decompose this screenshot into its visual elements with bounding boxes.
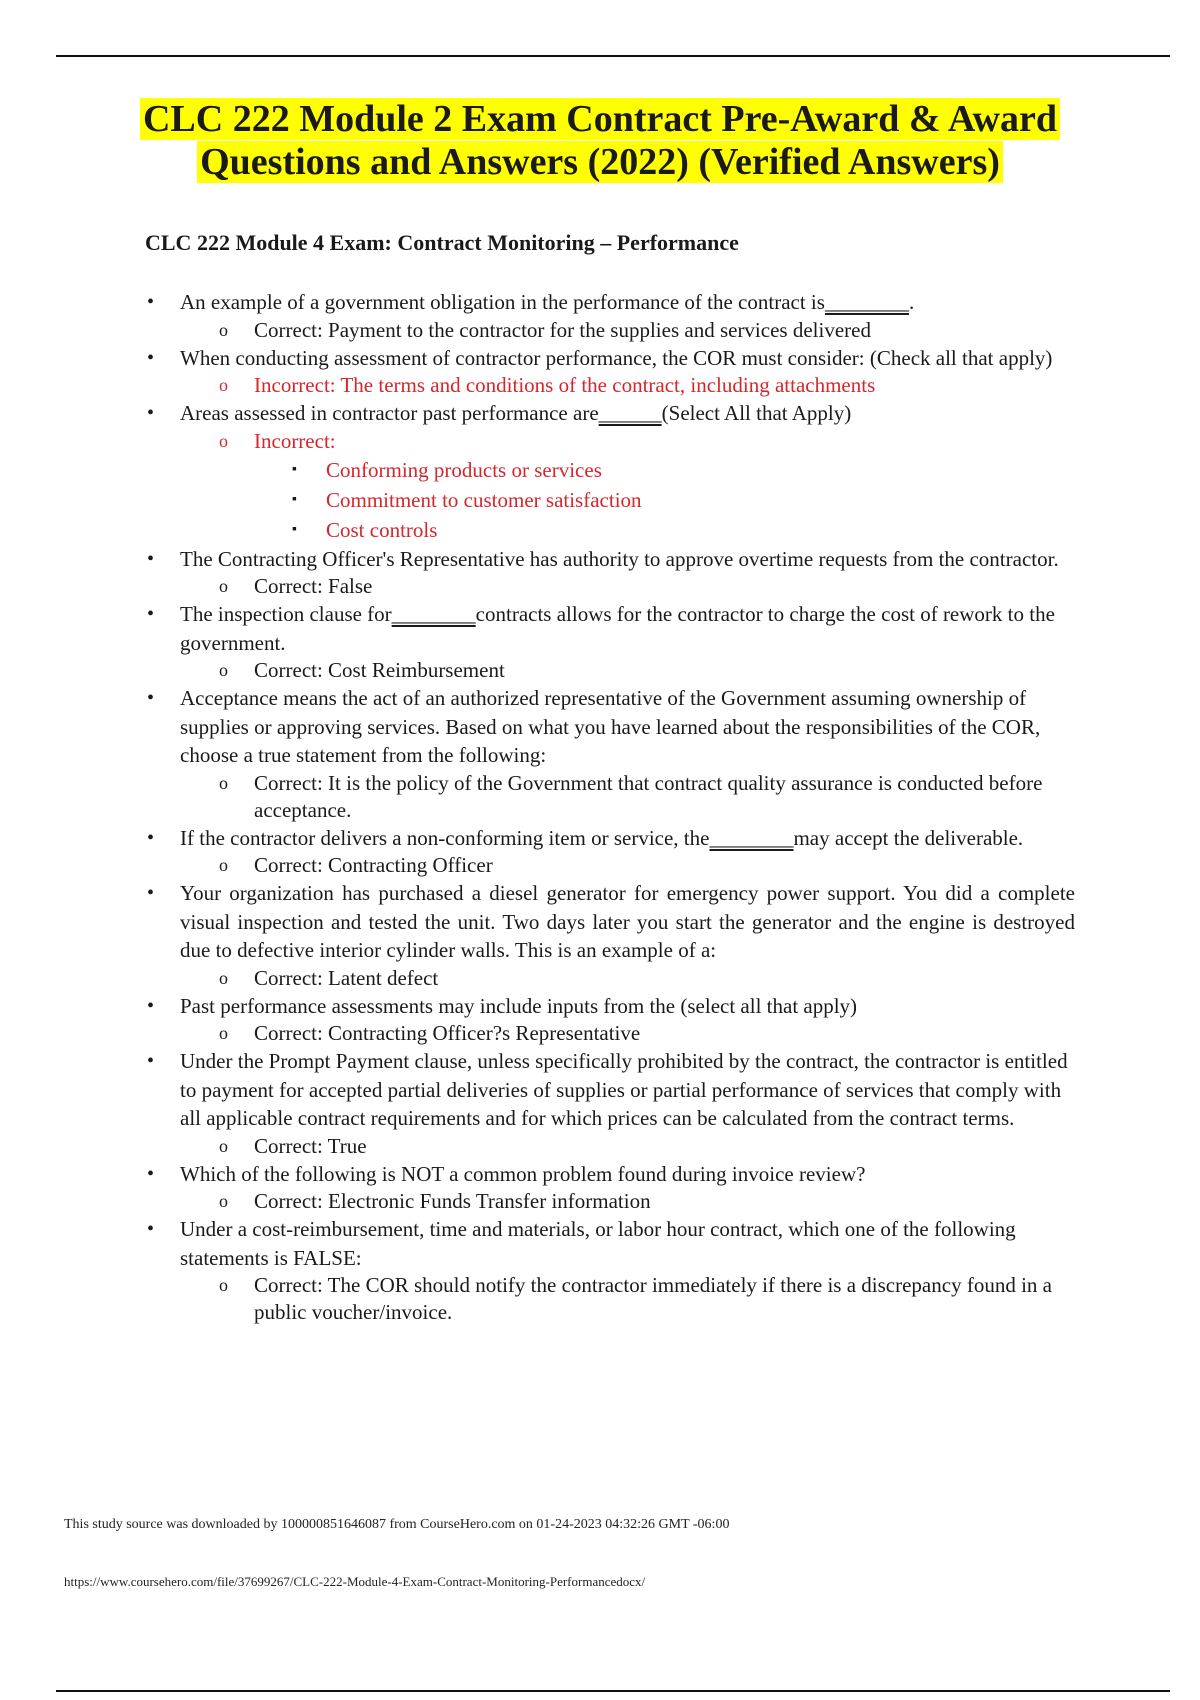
incorrect-option: ▪ Conforming products or services [180, 455, 1075, 485]
answer-correct: o Correct: The COR should notify the contractor immediately if there is a discrepancy found in a public voucher/invoice. [180, 1272, 1075, 1326]
question-item: • The Contracting Officer's Representative has authority to approve overtime requests from the contractor. [180, 545, 1075, 574]
answer-incorrect: o Incorrect: The terms and conditions of the contract, including attachments [180, 372, 1075, 399]
question-item: • The inspection clause for________contracts allows for the contractor to charge the cost of rework to the government. [180, 600, 1075, 657]
answer-correct: o Correct: Latent defect [180, 965, 1075, 992]
answer-correct: o Correct: True [180, 1133, 1075, 1160]
incorrect-option: ▪ Commitment to customer satisfaction [180, 485, 1075, 515]
question-item: • When conducting assessment of contractor performance, the COR must consider: (Check all that apply) [180, 344, 1075, 373]
source-url: https://www.coursehero.com/file/37699267/CLC-222-Module-4-Exam-Contract-Monitoring-Performancedocx/ [64, 1574, 646, 1589]
question-item: • If the contractor delivers a non-conforming item or service, the________may accept the deliverable. [180, 824, 1075, 853]
question-list [180, 288, 1075, 1326]
question-item: • Which of the following is NOT a common problem found during invoice review? [180, 1160, 1075, 1189]
answer-correct: o Correct: It is the policy of the Government that contract quality assurance is conducted before acceptance. [180, 770, 1075, 824]
answer-correct: o Correct: Electronic Funds Transfer information [180, 1188, 1075, 1215]
incorrect-option: ▪ Cost controls [180, 515, 1075, 545]
question-item: • Under a cost-reimbursement, time and materials, or labor hour contract, which one of the following statements is FALSE: [180, 1215, 1075, 1272]
answer-correct: o Correct: Contracting Officer [180, 852, 1075, 879]
answer-correct: o Correct: Cost Reimbursement [180, 657, 1075, 684]
bottom-rule [56, 1690, 1170, 1692]
answer-correct: o Correct: Payment to the contractor for the supplies and services delivered [180, 317, 1075, 344]
section-heading: CLC 222 Module 4 Exam: Contract Monitoring – Performance [145, 230, 739, 255]
question-item: • Under the Prompt Payment clause, unless specifically prohibited by the contract, the contractor is entitled to payment for accepted partial deliveries of supplies or partial performance of services that comply with all applicable contract requirements and for which prices can be calculated from the contract terms. [180, 1047, 1075, 1133]
top-rule [56, 55, 1170, 57]
title-line-1: CLC 222 Module 2 Exam Contract Pre-Award & Award [140, 98, 1060, 140]
download-notice: This study source was downloaded by 100000851646087 from CourseHero.com on 01-24-2023 04:32:26 GMT -06:00 [64, 1517, 730, 1532]
answer-correct: o Correct: False [180, 573, 1075, 600]
title-line-2: Questions and Answers (2022) (Verified Answers) [197, 141, 1003, 183]
question-item: • An example of a government obligation in the performance of the contract is________. [180, 288, 1075, 317]
question-item: • Past performance assessments may include inputs from the (select all that apply) [180, 992, 1075, 1021]
question-item: • Areas assessed in contractor past performance are______(Select All that Apply) [180, 399, 1075, 428]
answer-correct: o Correct: Contracting Officer?s Representative [180, 1020, 1075, 1047]
document-title [0, 98, 1200, 184]
answer-incorrect: o Incorrect: [180, 428, 1075, 455]
question-item: • Your organization has purchased a diesel generator for emergency power support. You did a complete visual inspection and tested the unit. Two days later you start the generator and the engine is destroyed due to defective interior cylinder walls. This is an example of a: [180, 879, 1075, 965]
question-item: • Acceptance means the act of an authorized representative of the Government assuming ownership of supplies or approving services. Based on what you have learned about the responsibilities of the COR, choose a true statement from the following: [180, 684, 1075, 770]
